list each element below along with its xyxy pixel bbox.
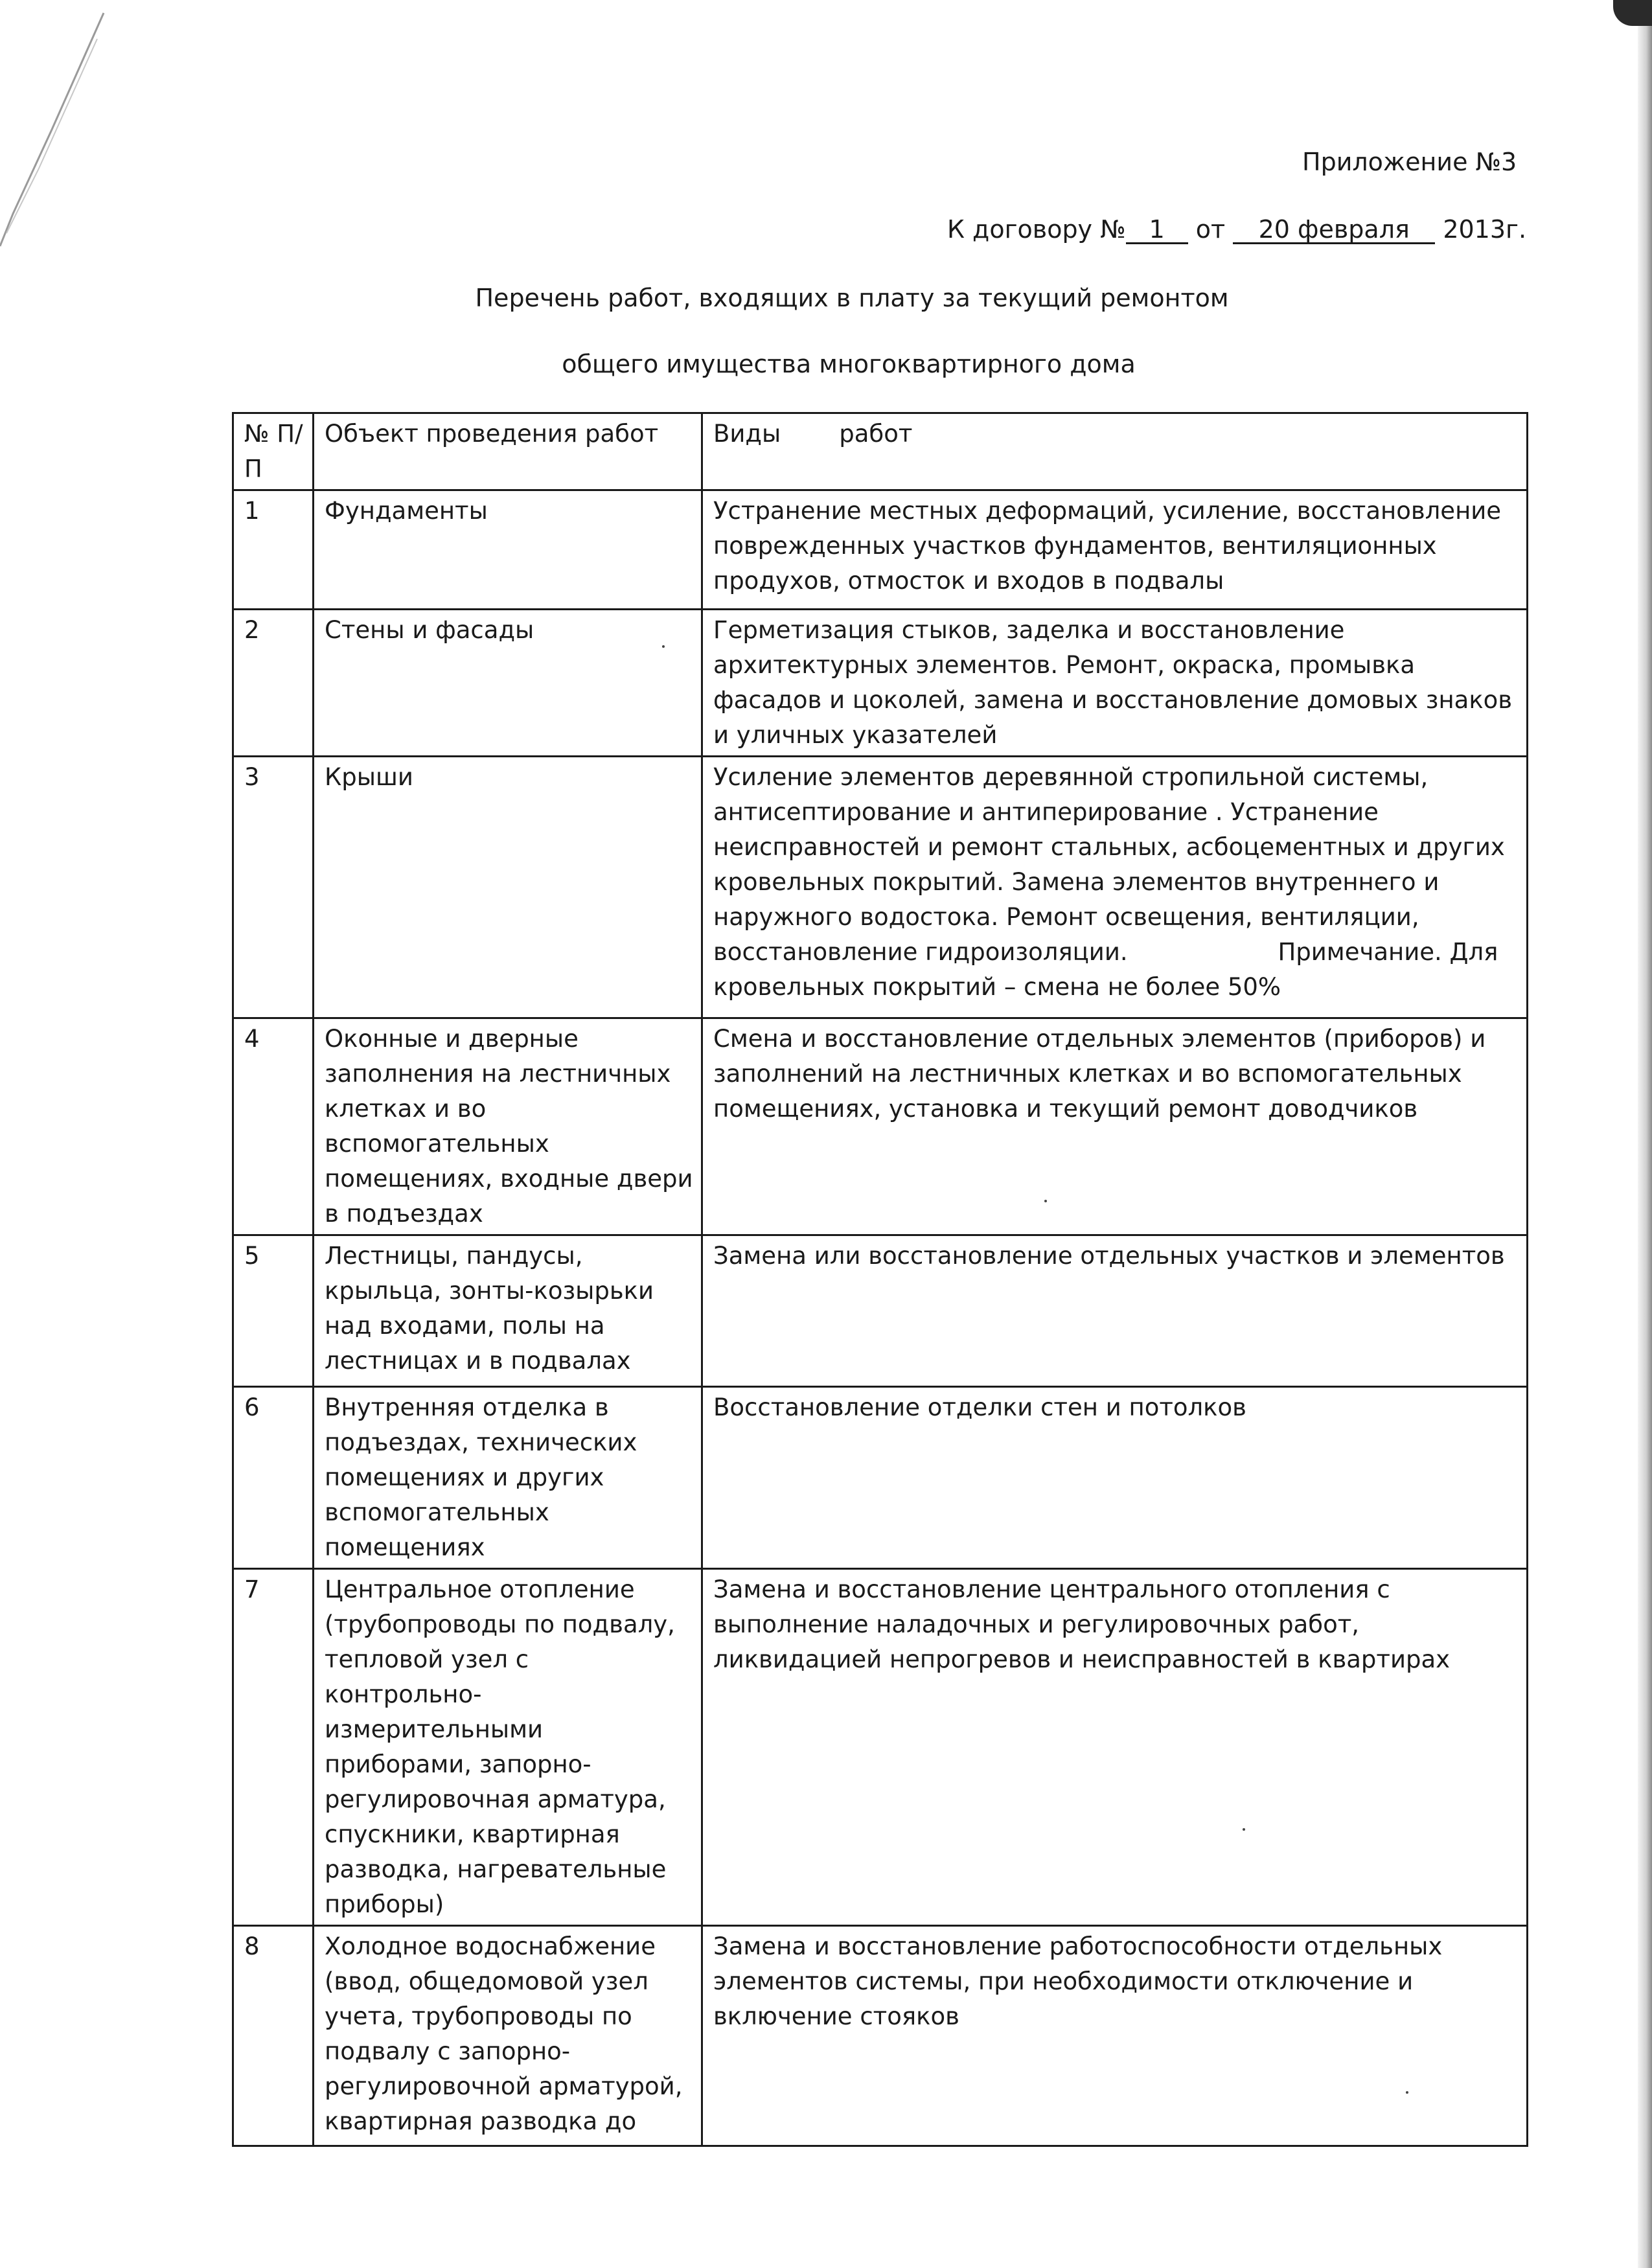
header-object: Объект проведения работ bbox=[314, 413, 702, 490]
table-header-row bbox=[233, 413, 1528, 490]
document-title-line1: Перечень работ, входящих в плату за текущий ремонтом bbox=[475, 284, 1229, 312]
table-row bbox=[233, 1235, 1528, 1387]
row-object: Лестницы, пандусы, крыльца, зонты-козырьки над входами, полы на лестницах и в подвалах bbox=[314, 1235, 702, 1387]
row-work: Замена и восстановление работоспособности отдельных элементов системы, при необходимости отключение и включение стояков bbox=[702, 1926, 1528, 2146]
row-object: Стены и фасады bbox=[314, 610, 702, 757]
contract-number: 1 bbox=[1126, 216, 1188, 244]
scan-artifact-edge bbox=[1638, 0, 1652, 2268]
table-row bbox=[233, 490, 1528, 610]
row-number: 7 bbox=[233, 1569, 314, 1926]
contract-date: 20 февраля bbox=[1233, 216, 1435, 244]
contract-prefix: К договору № bbox=[947, 215, 1126, 244]
row-work: Герметизация стыков, заделка и восстановление архитектурных элементов. Ремонт, окраска, промывка фасадов и цоколей, замена и восстановление домовых знаков и уличных указателей bbox=[702, 610, 1528, 757]
table-row bbox=[233, 610, 1528, 757]
row-number: 1 bbox=[233, 490, 314, 610]
row-work bbox=[702, 757, 1528, 1018]
row-number: 8 bbox=[233, 1926, 314, 2146]
table-row bbox=[233, 1569, 1528, 1926]
row-work: Смена и восстановление отдельных элементов (приборов) и заполнений на лестничных клетках и во вспомогательных помещениях, установка и текущий ремонт доводчиков bbox=[702, 1018, 1528, 1235]
header-number: № П/П bbox=[233, 413, 314, 490]
table-row bbox=[233, 757, 1528, 1018]
header-work-kinds bbox=[702, 413, 1528, 490]
appendix-label: Приложение №3 bbox=[1302, 148, 1517, 176]
table-row bbox=[233, 1018, 1528, 1235]
works-table bbox=[232, 412, 1528, 2147]
header-kinds-word2: работ bbox=[839, 420, 913, 448]
row-work: Устранение местных деформаций, усиление, восстановление поврежденных участков фундаментов, вентиляционных продухов, отмосток и входов в подвалы bbox=[702, 490, 1528, 610]
row-object: Фундаменты bbox=[314, 490, 702, 610]
row-work: Восстановление отделки стен и потолков bbox=[702, 1387, 1528, 1569]
row-object: Оконные и дверные заполнения на лестничных клетках и во вспомогательных помещениях, входные двери в подъездах bbox=[314, 1018, 702, 1235]
row-number: 5 bbox=[233, 1235, 314, 1387]
row-object: Внутренняя отделка в подъездах, технических помещениях и других вспомогательных помещениях bbox=[314, 1387, 702, 1569]
row-number: 2 bbox=[233, 610, 314, 757]
row-work: Замена и восстановление центрального отопления с выполнение наладочных и регулировочных работ, ликвидацией непрогревов и неисправностей в квартирах bbox=[702, 1569, 1528, 1926]
table-row bbox=[233, 1387, 1528, 1569]
table-row bbox=[233, 1926, 1528, 2146]
row-number: 3 bbox=[233, 757, 314, 1018]
row-object: Холодное водоснабжение (ввод, общедомовой узел учета, трубопроводы по подвалу с запорно-регулировочной арматурой, квартирная разводка до bbox=[314, 1926, 702, 2146]
row-object: Центральное отопление (трубопроводы по подвалу, тепловой узел с контрольно-измерительными приборами, запорно-регулировочная арматура, спускники, квартирная разводка, нагревательные приборы) bbox=[314, 1569, 702, 1926]
contract-reference bbox=[947, 215, 1526, 244]
row-number: 4 bbox=[233, 1018, 314, 1235]
row-note: Для кровельных покрытий – смена не более 50% bbox=[713, 938, 1498, 1001]
document-title-line2: общего имущества многоквартирного дома bbox=[562, 350, 1136, 378]
row-work-text: Усиление элементов деревянной стропильной системы, антисептирование и антиперирование . Устранение неисправностей и ремонт стальных, асбоцементных и других кровельных покрытий. Замена элементов внутреннего и наружного водостока. Ремонт освещения, вентиляции, восстановление гидроизоляции. bbox=[713, 763, 1505, 966]
header-kinds-word1: Виды bbox=[713, 420, 781, 448]
scan-artifact-line bbox=[0, 0, 123, 272]
contract-year: 2013г. bbox=[1443, 215, 1527, 244]
row-number: 6 bbox=[233, 1387, 314, 1569]
scan-artifact-corner bbox=[1613, 0, 1652, 26]
row-work: Замена или восстановление отдельных участков и элементов bbox=[702, 1235, 1528, 1387]
contract-from: от bbox=[1195, 215, 1226, 244]
row-note-label: Примечание. bbox=[1278, 938, 1442, 966]
row-object: Крыши bbox=[314, 757, 702, 1018]
